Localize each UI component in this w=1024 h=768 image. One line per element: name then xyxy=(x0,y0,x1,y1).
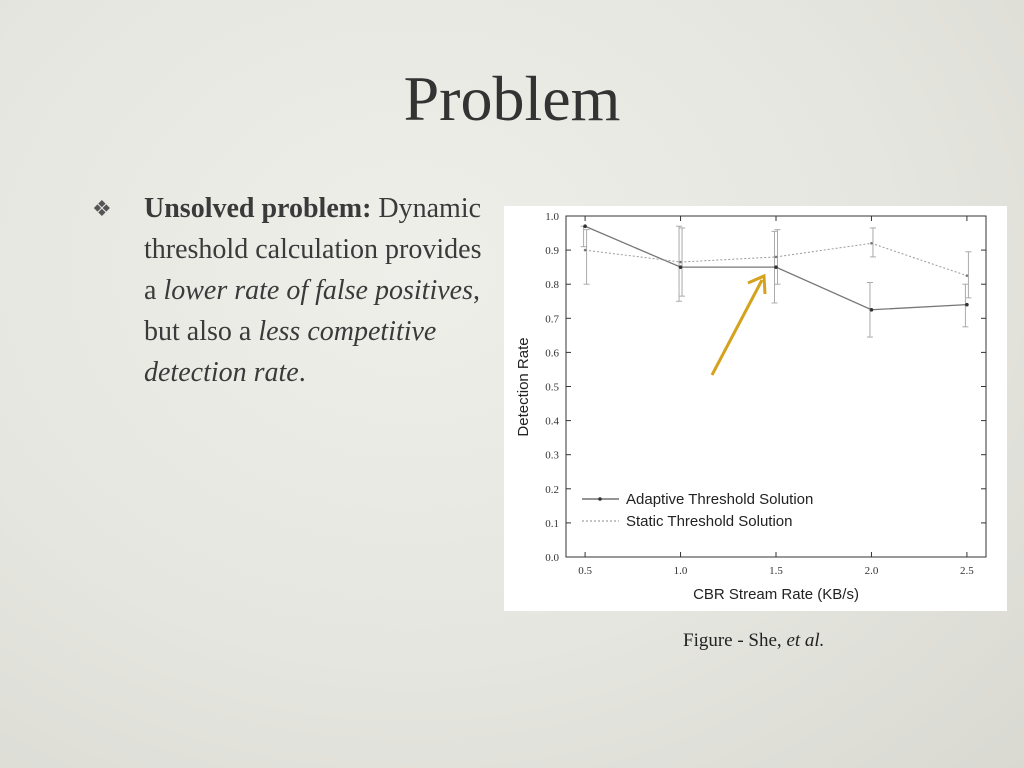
y-tick-label: 0.3 xyxy=(545,449,559,462)
bullet-text-1: Dynamic threshold calculation provides a xyxy=(144,193,482,306)
data-point-adaptive xyxy=(870,308,874,312)
data-point-adaptive xyxy=(679,265,683,269)
y-tick-label: 0.5 xyxy=(545,381,559,394)
legend-marker-adaptive xyxy=(598,497,602,501)
bullet-emphasis-2: less competitive detection rate xyxy=(144,316,437,388)
y-axis-ticks xyxy=(545,211,986,564)
bullet-list xyxy=(92,188,492,393)
error-bars xyxy=(581,226,972,337)
x-tick-label: 0.5 xyxy=(578,565,592,577)
data-point-adaptive xyxy=(583,224,587,228)
y-tick-label: 0.2 xyxy=(545,483,559,496)
data-point-static xyxy=(966,274,969,277)
y-tick-label: 0.4 xyxy=(545,415,559,428)
x-tick-label: 1.5 xyxy=(769,565,783,577)
x-axis-label: CBR Stream Rate (KB/s) xyxy=(693,586,859,603)
y-axis-label: Detection Rate xyxy=(515,337,532,437)
y-tick-label: 1.0 xyxy=(545,211,559,223)
data-point-adaptive xyxy=(774,265,778,269)
bullet-emphasis-1: lower rate of false positives xyxy=(163,275,473,306)
chart-legend xyxy=(582,491,813,530)
bullet-item xyxy=(144,188,492,393)
legend-label-static: Static Threshold Solution xyxy=(626,513,793,530)
x-tick-label: 2.5 xyxy=(960,565,974,577)
data-point-static xyxy=(775,256,778,259)
y-tick-label: 0.8 xyxy=(545,279,559,292)
caption-text: Figure - She, xyxy=(683,630,787,651)
slide-title: Problem xyxy=(403,63,621,134)
bullet-text-2: , but also a xyxy=(144,275,480,347)
y-tick-label: 0.0 xyxy=(545,552,559,564)
series-line-static xyxy=(585,243,967,275)
y-tick-label: 0.6 xyxy=(545,347,559,360)
diamond-dot-bullet-icon: ❖ xyxy=(92,196,112,221)
data-point-adaptive xyxy=(965,303,969,307)
legend-label-adaptive: Adaptive Threshold Solution xyxy=(626,491,814,508)
bullet-text-3: . xyxy=(298,357,306,388)
line-chart xyxy=(504,206,1007,611)
y-tick-label: 0.9 xyxy=(545,245,559,258)
data-point-static xyxy=(870,242,873,245)
data-series xyxy=(583,224,968,311)
figure-chart xyxy=(504,206,1007,611)
data-point-static xyxy=(584,249,587,252)
caption-emphasis: et al. xyxy=(786,630,825,651)
figure-caption xyxy=(683,630,824,652)
x-tick-label: 1.0 xyxy=(673,565,688,577)
bullet-lead: Unsolved problem: xyxy=(144,193,372,224)
x-tick-label: 2.0 xyxy=(864,565,879,577)
y-tick-label: 0.1 xyxy=(545,517,559,530)
data-point-static xyxy=(679,261,682,264)
y-tick-label: 0.7 xyxy=(545,313,559,326)
